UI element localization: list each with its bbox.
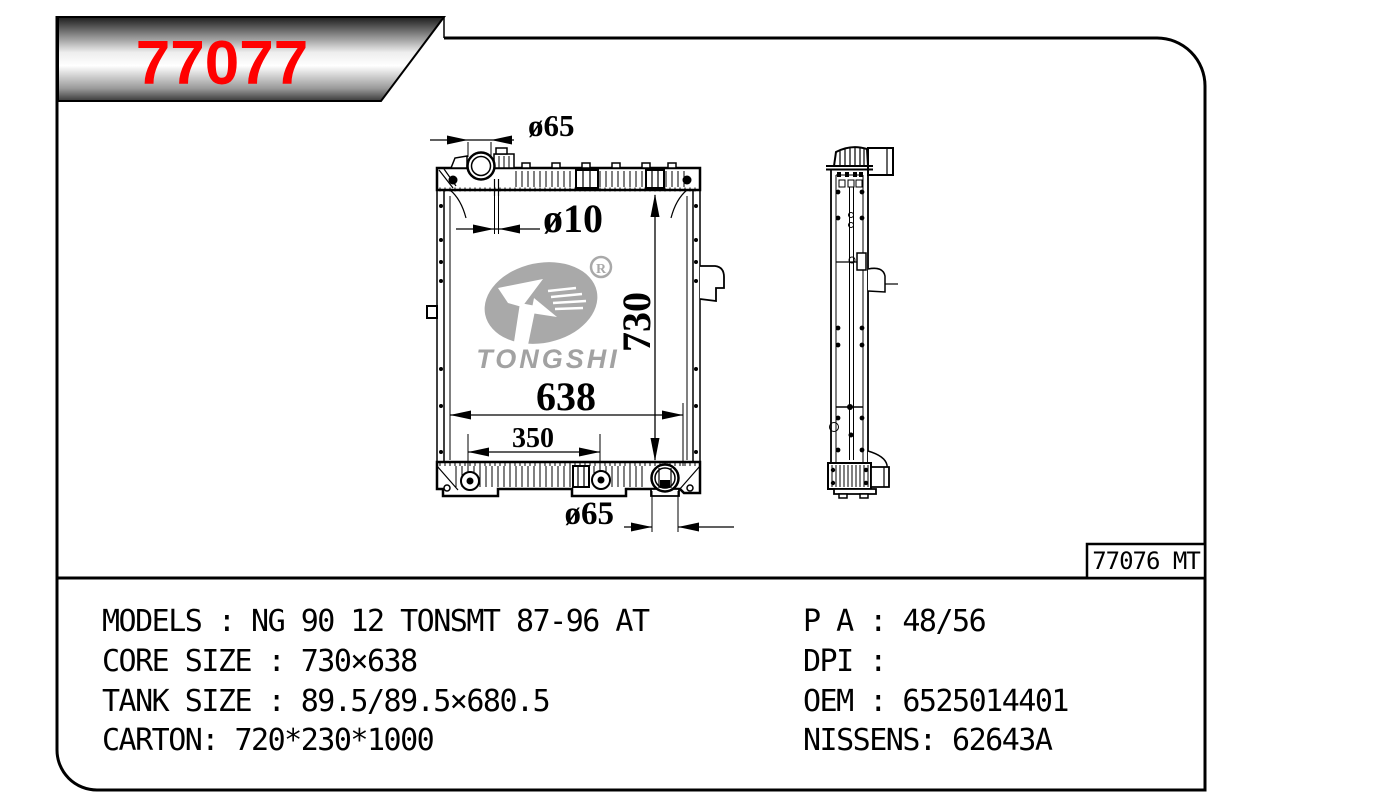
- tank-bolt-left: [449, 176, 458, 185]
- right-mount-bracket: [700, 266, 724, 301]
- side-bolts: [830, 172, 865, 452]
- reference-box: [1087, 544, 1205, 578]
- spec-carton: CARTON: 720*230*1000: [102, 723, 434, 758]
- dim-outlet: [565, 491, 735, 532]
- logo-ellipse: [477, 252, 605, 354]
- side-bottom-tank: [828, 463, 889, 498]
- spec-tank-size: TANK SIZE : 89.5/89.5×680.5: [102, 684, 550, 719]
- tank-bolt-right: [683, 176, 692, 185]
- spec-dpi: DPI :: [803, 644, 886, 679]
- side-top-tab: [868, 148, 893, 175]
- dim-core-height: [614, 194, 660, 461]
- spec-oem: OEM : 6525014401: [803, 684, 1068, 719]
- part-number-banner: [58, 17, 444, 101]
- svg-text:ø10: ø10: [543, 196, 603, 241]
- tank-clamp-details: [576, 170, 664, 188]
- side-hook-bracket: [868, 268, 885, 292]
- reference-number: 77076 MT: [1092, 547, 1200, 575]
- side-top-cap: [834, 147, 868, 166]
- svg-text:ø65: ø65: [564, 496, 614, 532]
- brand-watermark: [476, 252, 620, 374]
- svg-text:ø65: ø65: [528, 108, 575, 143]
- spec-pa: P A : 48/56: [803, 604, 986, 639]
- svg-text:638: 638: [536, 374, 596, 419]
- left-mount-tab: [427, 306, 437, 318]
- part-number: 77077: [135, 29, 309, 98]
- bottom-tank: [437, 462, 700, 496]
- dim-overflow-tube: [456, 196, 603, 241]
- svg-text:350: 350: [512, 423, 554, 454]
- spec-models: MODELS : NG 90 12 TONSMT 87-96 AT: [102, 604, 649, 639]
- svg-text:730: 730: [614, 292, 659, 352]
- brand-name: TONGSHI: [476, 344, 620, 374]
- registered-mark: R: [595, 262, 607, 277]
- spec-core-size: CORE SIZE : 730×638: [102, 644, 417, 679]
- side-view: [826, 147, 898, 498]
- spec-nissens: NISSENS: 62643A: [803, 723, 1052, 758]
